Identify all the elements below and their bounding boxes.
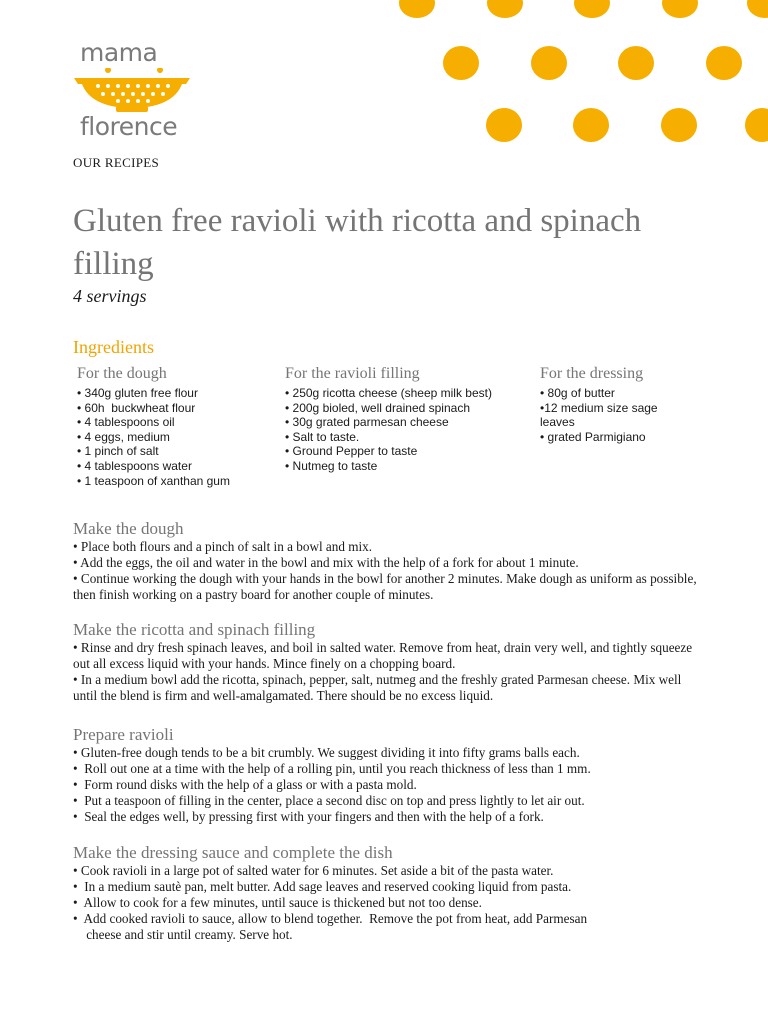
step-item: • Gluten-free dough tends to be a bit crumbly. We suggest dividing it into fifty grams balls each. xyxy=(73,745,580,760)
section-label[interactable]: OUR RECIPES xyxy=(73,155,160,170)
ingredient-item: • Nutmeg to taste xyxy=(285,458,378,473)
step-item: • Form round disks with the help of a glass or with a pasta mold. xyxy=(73,777,417,792)
ingredient-list xyxy=(285,386,530,474)
ingredient-item: • 4 tablespoons oil xyxy=(77,415,175,430)
step-item: • Allow to cook for a few minutes, until sauce is thickened but not too dense. xyxy=(73,895,482,910)
step-item: • In a medium sautè pan, melt butter. Add sage leaves and reserved cooking liquid from pasta. xyxy=(73,879,572,894)
ingredient-list xyxy=(540,386,690,444)
ingredients-heading: Ingredients xyxy=(73,337,154,357)
step-list xyxy=(73,640,698,704)
step-list xyxy=(73,539,698,603)
step-list xyxy=(73,745,698,825)
ingredient-list xyxy=(77,386,277,488)
step-heading: Make the ricotta and spinach filling xyxy=(73,620,316,639)
ingredient-item: • 60h buckwheat flour xyxy=(77,400,196,415)
ingredient-item: • 4 eggs, medium xyxy=(77,429,170,444)
ingredient-item: • Ground Pepper to taste xyxy=(285,444,418,459)
ingredient-item: • Salt to taste. xyxy=(285,429,360,444)
step-list xyxy=(73,863,698,943)
step-item: • Roll out one at a time with the help of a rolling pin, until you reach thickness of less than 1 mm. xyxy=(73,761,591,776)
step-item: • Add the eggs, the oil and water in the bowl and mix with the help of a fork for about 1 minute. xyxy=(73,555,579,570)
ingredient-item: • 340g gluten free flour xyxy=(77,386,198,400)
ingredient-item: • grated Parmigiano xyxy=(540,429,646,444)
step-item: • Add cooked ravioli to sauce, allow to blend together. Remove the pot from heat, add Parmesan cheese and stir until creamy. Serve hot. xyxy=(73,911,588,942)
step-item: • In a medium bowl add the ricotta, spinach, pepper, salt, nutmeg and the freshly grated Parmesan cheese. Mix well until the blend is firm and well-amalgamated. There should be no excess liquid. xyxy=(73,672,685,703)
ingredient-item: • 1 pinch of salt xyxy=(77,444,159,459)
recipe-title: Gluten free ravioli with ricotta and spinach filling xyxy=(73,203,642,282)
step-prepare-ravioli xyxy=(73,725,698,825)
step-item: • Rinse and dry fresh spinach leaves, and boil in salted water. Remove from heat, drain very well, and tightly squeeze out all excess liquid with your hands. Mince finely on a chopping board. xyxy=(73,640,696,671)
ingredient-item: • 30g grated parmesan cheese xyxy=(285,415,449,430)
step-heading: Make the dough xyxy=(73,519,184,538)
ingredient-group-title: For the ravioli filling xyxy=(285,365,420,382)
step-dressing-sauce xyxy=(73,843,698,943)
ingredient-item: •12 medium size sage leaves xyxy=(540,400,661,430)
ingredient-group-title: For the dough xyxy=(77,365,167,382)
ingredient-group-dressing xyxy=(540,364,690,444)
step-item: • Place both flours and a pinch of salt in a bowl and mix. xyxy=(73,539,373,554)
ingredient-item: • 4 tablespoons water xyxy=(77,458,192,473)
ingredient-item: • 1 teaspoon of xanthan gum xyxy=(77,473,230,488)
colander-icon xyxy=(72,68,192,114)
step-heading: Prepare ravioli xyxy=(73,725,174,744)
logo-text-top: mama xyxy=(80,38,158,67)
ingredient-item: • 80g of butter xyxy=(540,386,615,400)
step-item: • Seal the edges well, by pressing first with your fingers and then with the help of a fork. xyxy=(73,809,544,824)
step-make-filling xyxy=(73,620,698,704)
logo-text-bottom: florence xyxy=(80,112,178,141)
step-make-dough xyxy=(73,519,698,603)
step-item: • Continue working the dough with your hands in the bowl for another 2 minutes. Make dough as uniform as possible, then finish working on a pastry board for another couple of minutes. xyxy=(73,571,700,602)
ingredient-group-title: For the dressing xyxy=(540,365,644,382)
servings: 4 servings xyxy=(73,286,147,306)
ingredient-group-filling xyxy=(285,364,530,474)
step-heading: Make the dressing sauce and complete the dish xyxy=(73,843,393,862)
step-item: • Put a teaspoon of filling in the center, place a second disc on top and press lightly to let air out. xyxy=(73,793,585,808)
ingredient-group-dough xyxy=(77,364,277,488)
ingredient-item: • 250g ricotta cheese (sheep milk best) xyxy=(285,386,492,400)
ingredient-item: • 200g bioled, well drained spinach xyxy=(285,400,470,415)
step-item: • Cook ravioli in a large pot of salted water for 6 minutes. Set aside a bit of the pasta water. xyxy=(73,863,554,878)
